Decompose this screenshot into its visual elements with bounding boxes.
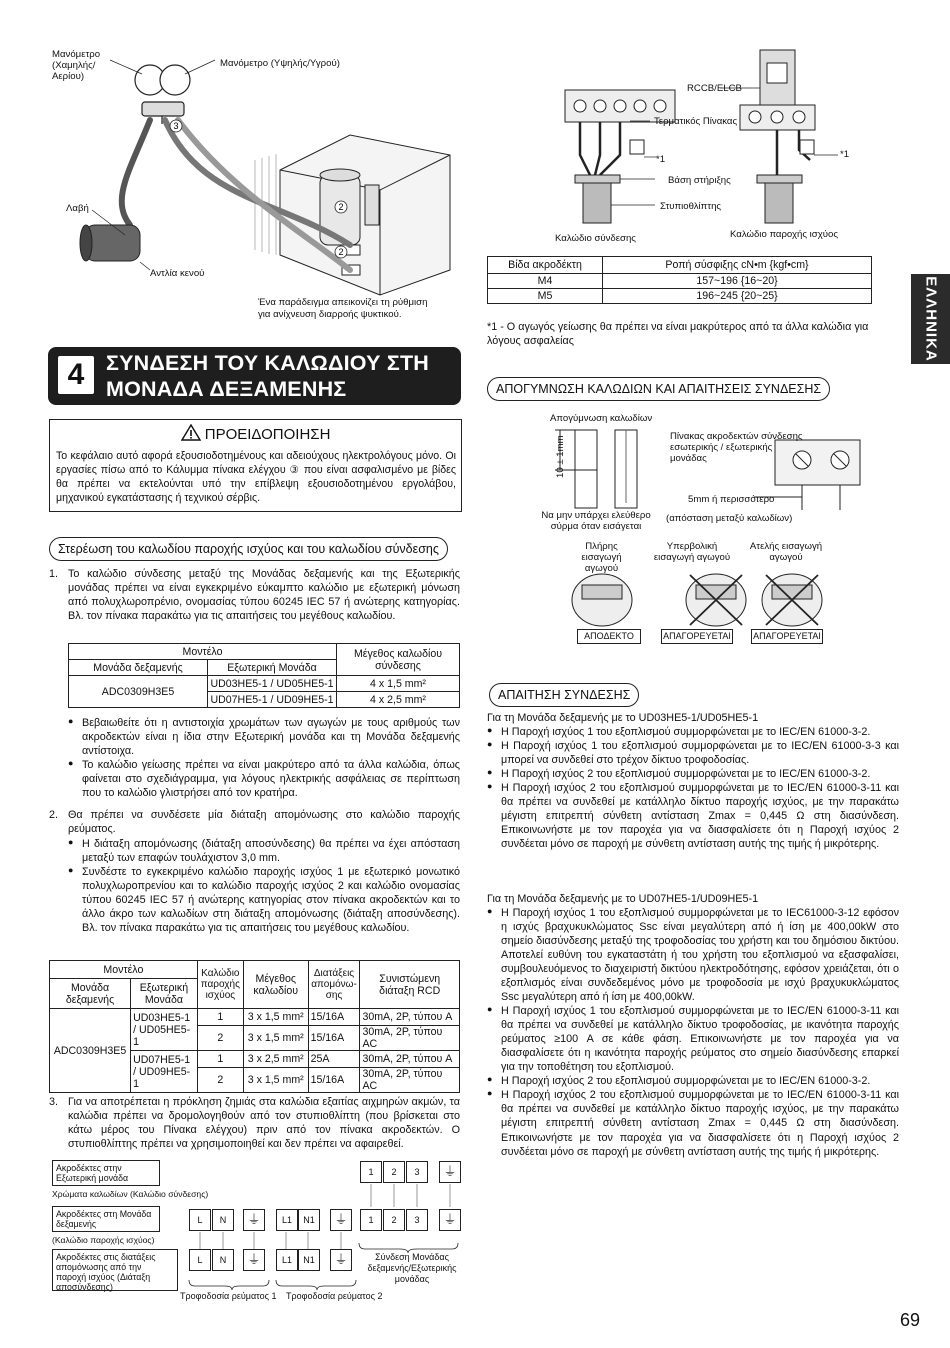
terminal-L: L — [189, 1249, 211, 1271]
label-terminal-board: Τερματικός Πίνακας — [654, 116, 738, 127]
power-table-cell: 3 x 1,5 mm² — [243, 1009, 308, 1026]
wiring-box-tank: Ακροδέκτες στη Μονάδα δεξαμενής — [52, 1206, 160, 1232]
power-table-size-header: Μέγεθος καλωδίου — [243, 961, 308, 1009]
warning-title: ΠΡΟΕΙΔΟΠΟΙΗΣΗ — [204, 426, 331, 443]
warning-box — [49, 419, 462, 512]
wiring-power-label: (Καλώδιο παροχής ισχύος) — [52, 1235, 155, 1245]
power-table-cell: 30mA, 2P, τύπου A — [360, 1009, 460, 1026]
terminal-N1: N1 — [298, 1209, 320, 1231]
cable-size-table — [68, 643, 460, 708]
section4-title-line2: ΜΟΝΑΔΑ ΔΕΞΑΜΕΝΗΣ — [106, 377, 347, 401]
section4-banner — [48, 347, 461, 405]
badge-accepted: ΑΠΟΔΕΚΤΟ — [577, 629, 641, 644]
supply1-label: Τροφοδοσία ρεύματος 1 — [180, 1291, 277, 1301]
label-handle: Λαβή — [66, 203, 89, 214]
cable-table-tank-model: ADC0309H3E5 — [69, 676, 208, 708]
label-connection-cable: Καλώδιο σύνδεσης — [555, 233, 636, 244]
list-item: ● Η Παροχή ισχύος 2 του εξοπλισμού συμμορφώνεται με το IEC/EN 61000-3-2. — [487, 767, 899, 781]
list-item: ● Η Παροχή ισχύος 1 του εξοπλισμού συμμορφώνεται με το IEC/EN 61000-3-2. — [487, 725, 899, 739]
label-star1-right: *1 — [840, 149, 850, 160]
power-table-cell: 3 x 2,5 mm² — [243, 1051, 308, 1068]
item1-number: 1. — [49, 568, 59, 580]
item1-text: Το καλώδιο σύνδεσης μεταξύ της Μονάδας δεξαμενής και της Εξωτερικής μονάδας πρέπει να είναι εγκεκριμένο εύκαμπτο καλώδιο με εξωτερική μόνωση από πολυχλωροπρένιο, ονομασίας τύπου 60245 IEC 57 ή ανώτερης κατηγορίας. Βλ. τον πίνακα παρακάτω για τις απαιτήσεις του μεγέθους καλωδίου. — [68, 568, 460, 623]
power-table-cell: 15/16A — [308, 1009, 360, 1026]
terminal-2: 2 — [383, 1209, 405, 1231]
power-table-cell: 1 — [197, 1051, 243, 1068]
torque-header-torque: Ροπή σύσφιξης cN•m {kgf•cm} — [603, 257, 872, 274]
list-item: ● Η Παροχή ισχύος 1 του εξοπλισμού συμμορφώνεται με το IEC/EN 61000-3-11 και θα πρέπει να συνδεθεί με κατάλληλο δίκτυο τροφοδοσίας, με ικανότητα παροχής ρεύματος ≥100 A σε κάθε φάση. Επικοινωνήστε με τον παροχέα για να διασφαλίσετε ότι η ικανότητα παροχής ρεύματος στο σημείο διασύνδεσης επαρκεί για την τοποθέτηση του εξοπλισμού. — [487, 1004, 899, 1074]
cable-table-cell: UD07HE5-1 / UD09HE5-1 — [208, 692, 337, 708]
item2-text: Θα πρέπει να συνδέσετε μία διάταξη απομόνωσης στο καλώδιο παροχής ρεύματος. — [68, 809, 460, 836]
terminal-L: L — [189, 1209, 211, 1231]
power-table-model-header: Μοντέλο — [50, 961, 198, 979]
power-table-tank-header: Μονάδα δεξαμενής — [50, 979, 131, 1009]
power-table-rcd-header: Συνιστώμενη διάταξη RCD — [360, 961, 460, 1009]
torque-cell: 196~245 {20~25} — [603, 289, 872, 304]
terminal-N: N — [212, 1249, 234, 1271]
language-tab-label: ΕΛΛΗΝΙΚΑ — [922, 276, 939, 362]
terminal-1: 1 — [360, 1161, 382, 1183]
ground-terminal-icon — [439, 1209, 461, 1231]
terminal-2: 2 — [383, 1161, 405, 1183]
power-table-tank-model: ADC0309H3E5 — [50, 1009, 131, 1093]
terminal-N1: N1 — [298, 1249, 320, 1271]
power-table-cell: 3 x 1,5 mm² — [243, 1026, 308, 1051]
label-vacuum-pump: Αντλία κενού — [150, 268, 205, 279]
list-item: ● Η Παροχή ισχύος 2 του εξοπλισμού συμμορφώνεται με το IEC/EN 61000-3-11 και θα πρέπει να συνδεθεί με κατάλληλο δίκτυο παροχής ισχύος, με την παρακάτω μέγιστη επιτρεπτή σύνθετη αντίσταση Zmax = 0,445 Ω στη διασύνδεση. Επικοινωνήστε με τον παροχέα για να διασφαλίσετε ότι η Παροχή ισχύος 2 συνδέεται μόνο σε παροχή με σύνθετη αντίσταση αυτής της τιμής ή μικρότερης. — [487, 1088, 899, 1158]
torque-note: *1 - Ο αγωγός γείωσης θα πρέπει να είναι μακρύτερος από τα άλλα καλώδια για λόγους ασφαλείας — [487, 321, 869, 348]
ground-terminal-icon — [330, 1209, 352, 1231]
leak-test-caption: Ένα παράδειγμα απεικονίζει τη ρύθμιση για ανίχνευση διαρροής ψυκτικού. — [258, 297, 428, 320]
list-item: ● Συνδέστε το εγκεκριμένο καλώδιο παροχής ισχύος 1 με εξωτερικό μονωτικό πολυχλωροπρενίου και το καλώδιο παροχής ισχύος 2 και καλώδιο ονομασίας τύπου 60245 IEC 57 ή ανώτερης κατηγορίας στον πίνακα ακροδεκτών και το άλλο άκρο των καλωδίων στη διάταξη απομόνωσης (διάταξη αποσύνδεσης). Βλ. τον πίνακα παρακάτω για τις απαιτήσεις του μεγέθους καλωδίου. — [68, 865, 460, 935]
terminal-L1: L1 — [276, 1249, 298, 1271]
marker-3: 3 — [173, 121, 179, 131]
cable-table-tank-header: Μονάδα δεξαμενής — [69, 660, 208, 676]
terminal-1: 1 — [360, 1209, 382, 1231]
cable-table-cell: UD03HE5-1 / UD05HE5-1 — [208, 676, 337, 692]
warning-heading — [50, 424, 461, 443]
item3-number: 3. — [49, 1096, 59, 1108]
list-item: ● Η Παροχή ισχύος 2 του εξοπλισμού συμμορφώνεται με το IEC/EN 61000-3-2. — [487, 1074, 899, 1088]
label-gauge-low: Μανόμετρο (Χαμηλής/ Αερίου) — [52, 49, 101, 83]
badge-rejected: ΑΠΑΓΟΡΕΥΕΤΑΙ — [751, 629, 823, 644]
label-spacing: (απόσταση μεταξύ καλωδίων) — [666, 513, 793, 524]
page-number: 69 — [900, 1310, 921, 1330]
leak-test-illustration — [50, 40, 470, 305]
item3-text: Για να αποτρέπεται η πρόκληση ζημιάς στα καλώδια εξαιτίας αιχμηρών ακμών, τα καλώδια πρέπει να δρομολογηθούν από τον στυπιοθλίπτη (που βρίσκεται στο κάτω μέρος του Πίνακα ελέγχου) πριν από τον πίνακα ακροδεκτών. Ο στυπιοθλίπτης πρέπει να χρησιμοποιηθεί και δεν πρέπει να αφαιρεθεί. — [68, 1096, 460, 1151]
label-insertion-over: Υπερβολική εισαγωγή αγωγού — [653, 541, 731, 564]
badge-rejected: ΑΠΑΓΟΡΕΥΕΤΑΙ — [661, 629, 733, 644]
connection-label: Σύνδεση Μονάδας δεξαμενής/Εξωτερικής μονάδας — [367, 1252, 457, 1284]
wiring-box-isolator: Ακροδέκτες στις διατάξεις απομόνωσης από την παροχή ισχύος (Διάταξη αποσύνδεσης) — [52, 1249, 178, 1291]
cable-table-size-header: Μέγεθος καλωδίου σύνδεσης — [337, 644, 460, 676]
list-item: ● Το καλώδιο γείωσης πρέπει να είναι μακρύτερο από τα άλλα καλώδια, όπως φαίνεται στο σχεδιάγραμμα, για λόγους ηλεκτρικής ασφάλειας σε περίπτωση που το καλώδιο γλιστρήσει από τον κρατήρα. — [68, 758, 460, 800]
label-insertion-full: Πλήρης εισαγωγή αγωγού — [581, 541, 622, 575]
wiring-colors-label: Χρώματα καλωδίων (Καλώδιο σύνδεσης) — [52, 1189, 209, 1199]
terminal-L1: L1 — [276, 1209, 298, 1231]
label-gauge-high: Μανόμετρο (Υψηλής/Υγρού) — [220, 58, 340, 69]
power-table-cell: 15/16A — [308, 1026, 360, 1051]
list-item: ● Βεβαιωθείτε ότι η αντιστοιχία χρωμάτων των αγωγών με τους αριθμούς των ακροδεκτών είναι η ίδια στην Εξωτερική μονάδα και τη Μονάδα δεξαμενής αντίστοιχα. — [68, 716, 460, 758]
power-table-outdoor-header: Εξωτερική Μονάδα — [131, 979, 198, 1009]
item2-bullets — [68, 837, 460, 935]
list-item: ● Η Παροχή ισχύος 2 του εξοπλισμού συμμορφώνεται με το IEC/EN 61000-3-11 και θα πρέπει να συνδεθεί με κατάλληλο δίκτυο παροχής ισχύος, με την παρακάτω μέγιστη επιτρεπτή σύνθετη αντίσταση Zmax = 0,445 Ω στη διασύνδεση. Επικοινωνήστε με τον παροχέα για να διασφαλίσετε ότι η Παροχή ισχύος 2 συνδέεται μόνο σε παροχή με σύνθετη αντίσταση αυτής της τιμής ή μικρότερης. — [487, 781, 899, 851]
req-group2-bullets — [487, 906, 899, 1159]
power-table-cell: 25A — [308, 1051, 360, 1068]
power-table-isolator-header: Διατάξεις απομόνω-σης — [308, 961, 360, 1009]
torque-cell: M4 — [488, 274, 603, 289]
cable-table-outdoor-header: Εξωτερική Μονάδα — [208, 660, 337, 676]
power-table-cell: 2 — [197, 1026, 243, 1051]
language-tab — [911, 274, 950, 364]
torque-cell: M5 — [488, 289, 603, 304]
power-table-cell: 15/16A — [308, 1068, 360, 1093]
list-item: ● Η Παροχή ισχύος 1 του εξοπλισμού συμμορφώνεται με το IEC61000-3-12 εφόσον η ισχύς βραχυκυκλώματος Ssc είναι μεγαλύτερη από ή ίση με 400,00kW στο σημείο διασύνδεσης μεταξύ της τροφοδοσίας του χρήστη και του δημόσιου δικτύου. Αποτελεί ευθύνη του εγκαταστάτη ή του χρήστη του εξοπλισμού να εξασφαλίσει, συμβουλευόμενος το διαχειριστή δικτύου ηλεκτροδότησης, εφόσον χρειάζεται, ότι ο εξοπλισμός είναι συνδεδεμένος μόνο με τροφοδοσία με ισχύ βραχυκυκλώματος Ssc μεγαλύτερη από ή ίση με 400,00kW. — [487, 906, 899, 1004]
ground-terminal-icon — [330, 1249, 352, 1271]
ground-terminal-icon — [243, 1249, 265, 1271]
power-table-cell: 3 x 1,5 mm² — [243, 1068, 308, 1093]
terminal-3: 3 — [406, 1209, 428, 1231]
label-strip-dim: 10 ± 1mm — [555, 435, 566, 478]
label-power-cable: Καλώδιο παροχής ισχύος — [730, 229, 838, 240]
power-table-cell: 2 — [197, 1068, 243, 1093]
list-item: ● Η διάταξη απομόνωσης (διάταξη αποσύνδεσης) θα πρέπει να έχει απόσταση μεταξύ των επαφών τουλάχιστον 3,0 mm. — [68, 837, 460, 865]
power-table-cell: 30mA, 2P, τύπου AC — [360, 1068, 460, 1093]
power-table-cable-header: Καλώδιο παροχής ισχύος — [197, 961, 243, 1009]
torque-table — [487, 256, 872, 304]
warning-triangle-icon — [181, 424, 201, 441]
stripping-heading: ΑΠΟΓΥΜΝΩΣΗ ΚΑΛΩΔΙΩΝ ΚΑΙ ΑΠΑΙΤΗΣΕΙΣ ΣΥΝΔΕΣΗΣ — [487, 377, 830, 401]
power-table-outdoor-model: UD07HE5-1 / UD09HE5-1 — [131, 1051, 198, 1093]
cable-table-cell: 4 x 2,5 mm² — [337, 692, 460, 708]
ground-terminal-icon — [439, 1161, 461, 1183]
marker-2a: 2 — [338, 202, 344, 212]
fixing-heading: Στερέωση του καλωδίου παροχής ισχύος και του καλωδίου σύνδεσης — [49, 537, 448, 561]
terminal-N: N — [212, 1209, 234, 1231]
label-bracket: Βάση στήριξης — [668, 175, 731, 186]
cable-table-cell: 4 x 1,5 mm² — [337, 676, 460, 692]
power-table-cell: 30mA, 2P, τύπου AC — [360, 1026, 460, 1051]
label-strip: Απογύμνωση καλωδίων — [550, 413, 653, 424]
label-no-loose-wire: Να μην υπάρχει ελεύθερο σύρμα όταν εισάγεται — [541, 510, 651, 533]
section4-title — [106, 350, 429, 402]
list-item: ● Η Παροχή ισχύος 1 του εξοπλισμού συμμορφώνεται με το IEC/EN 61000-3-3 και μπορεί να συνδεθεί στο τρέχον δίκτυο τροφοδοσίας. — [487, 739, 899, 767]
label-rccb: RCCB/ELCB — [687, 83, 742, 94]
req-group2-title: Για τη Μονάδα δεξαμενής με το UD07HE5-1/UD09HE5-1 — [487, 893, 759, 905]
power-table-cell: 1 — [197, 1009, 243, 1026]
section4-number: 4 — [58, 356, 94, 394]
marker-2b: 2 — [338, 247, 344, 257]
label-insertion-partial: Ατελής εισαγωγή αγωγού — [749, 541, 823, 564]
torque-header-screw: Βίδα ακροδέκτη — [488, 257, 603, 274]
supply2-label: Τροφοδοσία ρεύματος 2 — [286, 1291, 383, 1301]
label-5mm: 5mm ή περισσότερο — [688, 494, 775, 505]
requirement-heading: ΑΠΑΙΤΗΣΗ ΣΥΝΔΕΣΗΣ — [489, 683, 639, 707]
label-terminal-board-conn: Πίνακας ακροδεκτών σύνδεσης εσωτερικής / εξωτερικής μονάδας — [670, 431, 803, 465]
label-star1-left: *1 — [656, 154, 666, 165]
item2-number: 2. — [49, 809, 59, 821]
wiring-box-outdoor: Ακροδέκτες στην Εξωτερική μονάδα — [52, 1160, 160, 1186]
warning-text: Το κεφάλαιο αυτό αφορά εξουσιοδοτημένους και αδειούχους ηλεκτρολόγους μόνο. Οι εργασίες πίσω από το Κάλυμμα πίνακα ελέγχου ③ που είναι ασφαλισμένο με βίδες θα πρέπει να εκτελούνται υπό την επίβλεψη εξουσιοδοτημένου εργολάβου, μηχανικού εγκατάστασης ή τεχνικού σέρβις. — [56, 450, 456, 504]
power-table-outdoor-model: UD03HE5-1 / UD05HE5-1 — [131, 1009, 198, 1051]
req-group1-bullets — [487, 725, 899, 851]
power-table-cell: 30mA, 2P, τύπου A — [360, 1051, 460, 1068]
label-clamp: Στυπιοθλίπτης — [660, 201, 722, 212]
item1-bullets — [68, 716, 460, 800]
section4-title-line1: ΣΥΝΔΕΣΗ ΤΟΥ ΚΑΛΩΔΙΟΥ ΣΤΗ — [106, 351, 430, 375]
cable-table-model-header: Μοντέλο — [69, 644, 337, 660]
req-group1-title: Για τη Μονάδα δεξαμενής με το UD03HE5-1/UD05HE5-1 — [487, 712, 759, 724]
terminal-3: 3 — [406, 1161, 428, 1183]
torque-cell: 157~196 {16~20} — [603, 274, 872, 289]
power-cable-table — [49, 960, 460, 1093]
ground-terminal-icon — [243, 1209, 265, 1231]
